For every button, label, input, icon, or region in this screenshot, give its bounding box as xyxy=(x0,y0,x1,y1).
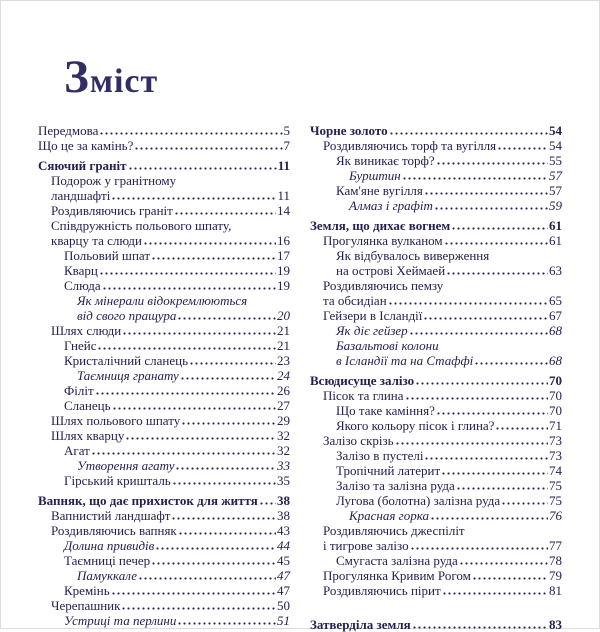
toc-entry-label: від свого пращура xyxy=(77,308,177,324)
toc-entry-label: Як виникає торф? xyxy=(336,153,435,169)
toc-entry xyxy=(310,218,562,233)
toc-entry-label: Роздивляючись вапняк xyxy=(51,523,177,539)
toc-entry xyxy=(310,263,562,278)
toc-entry-page: 50 xyxy=(277,598,290,614)
toc-entry-page: 14 xyxy=(277,203,290,219)
toc-entry-page: 32 xyxy=(277,428,290,444)
toc-entry xyxy=(38,308,290,323)
toc-entry-page: 38 xyxy=(277,493,290,509)
toc-entry-page: 76 xyxy=(549,508,562,524)
toc-entry-page: 44 xyxy=(277,538,290,554)
dot-leader xyxy=(446,263,548,278)
toc-entry xyxy=(310,248,562,263)
dot-leader xyxy=(134,138,282,153)
toc-entry-page: 47 xyxy=(277,583,290,599)
toc-entry-label: Шлях слюди xyxy=(51,323,122,339)
toc-spacer xyxy=(310,598,562,612)
toc-entry-label: і тигрове залізо xyxy=(323,538,409,554)
toc-entry-page: 70 xyxy=(549,403,562,419)
dot-leader xyxy=(99,123,282,138)
toc-entry-page: 73 xyxy=(549,448,562,464)
toc-entry-page: 16 xyxy=(277,233,290,249)
toc-entry xyxy=(38,203,290,218)
toc-entry xyxy=(38,568,290,583)
toc-entry-label: кварцу та слюди xyxy=(51,233,142,249)
dot-leader xyxy=(459,553,548,568)
toc-entry xyxy=(38,263,290,278)
toc-entry xyxy=(310,553,562,568)
dot-leader xyxy=(112,398,276,413)
toc-entry-label: Залізо та залізна руда xyxy=(336,478,455,494)
toc-entry-label: Філіт xyxy=(64,383,94,399)
toc-entry-label: Якого кольору пісок і глина? xyxy=(336,418,495,434)
toc-entry-label: Роздивляючись граніт xyxy=(51,203,173,219)
dot-leader xyxy=(180,368,276,383)
page-title: Зміст xyxy=(64,51,159,103)
toc-entry-label: Долина привидів xyxy=(64,538,155,554)
toc-entry xyxy=(310,168,562,183)
toc-entry-label: Чорне золото xyxy=(310,123,388,139)
toc-entry xyxy=(310,418,562,433)
toc-entry xyxy=(38,493,290,508)
dot-leader xyxy=(501,493,548,508)
toc-entry xyxy=(310,338,562,353)
toc-entry-label: Бурштин xyxy=(349,168,401,184)
toc-entry-page: 21 xyxy=(277,323,290,339)
toc-entry xyxy=(310,463,562,478)
toc-entry xyxy=(38,158,290,173)
toc-column-left xyxy=(38,123,290,632)
toc-entry-page: 70 xyxy=(549,388,562,404)
toc-entry xyxy=(310,308,562,323)
toc-entry-label: Памуккале xyxy=(77,568,138,584)
dot-leader xyxy=(456,478,548,493)
dot-leader xyxy=(111,583,276,598)
toc-entry xyxy=(310,123,562,138)
dot-leader xyxy=(151,553,276,568)
toc-entry xyxy=(310,373,562,388)
toc-entry-page: 17 xyxy=(277,248,290,264)
dot-leader xyxy=(95,383,276,398)
toc-entry-page: 54 xyxy=(549,123,562,139)
toc-entry-label: Слюда xyxy=(64,278,101,294)
dot-leader xyxy=(436,403,548,418)
toc-entry xyxy=(38,138,290,153)
toc-entry xyxy=(38,553,290,568)
toc-entry xyxy=(310,523,562,538)
dot-leader xyxy=(444,233,548,248)
toc-entry-label: Таємниця гранату xyxy=(77,368,179,384)
toc-entry-label: Смугаста залізна руда xyxy=(336,553,458,569)
toc-entry-label: Роздивляючись торф та вугілля xyxy=(323,138,497,154)
toc-entry xyxy=(310,403,562,418)
toc-entry-label: Залізо в пустелі xyxy=(336,448,424,464)
toc-entry-label: Устриці та перлини xyxy=(64,613,177,629)
toc-entry xyxy=(310,278,562,293)
toc-entry-label: Що це за камінь? xyxy=(38,138,134,154)
toc-entry-page: 59 xyxy=(549,198,562,214)
toc-entry-page: 61 xyxy=(549,218,562,234)
toc-entry-label: Пісок та глина xyxy=(323,388,404,404)
toc-entry-page: 20 xyxy=(277,308,290,324)
toc-entry-label: Всюдисуще залізо xyxy=(310,373,415,389)
toc-entry-label: Роздивляючись джеспіліт xyxy=(323,523,465,539)
dot-leader xyxy=(436,153,548,168)
dot-leader xyxy=(111,188,276,203)
toc-entry-page: 73 xyxy=(549,433,562,449)
toc-entry-label: в Ісландії та на Стаффі xyxy=(336,353,474,369)
toc-entry-page: 43 xyxy=(277,523,290,539)
toc-entry xyxy=(38,613,290,628)
toc-entry xyxy=(38,398,290,413)
toc-entry-page: 75 xyxy=(549,493,562,509)
toc-entry xyxy=(38,123,290,138)
toc-entry-label: ландшафті xyxy=(51,188,111,204)
toc-entry-page: 51 xyxy=(277,613,290,629)
toc-entry-page: 55 xyxy=(549,153,562,169)
toc-entry-page: 81 xyxy=(549,583,562,599)
toc-entry-page: 27 xyxy=(277,398,290,414)
toc-entry-label: Подорож у гранітному xyxy=(51,173,177,189)
dot-leader xyxy=(171,508,276,523)
dot-leader xyxy=(151,248,276,263)
toc-entry xyxy=(38,368,290,383)
toc-entry-page: 77 xyxy=(549,538,562,554)
toc-entry xyxy=(38,323,290,338)
dot-leader xyxy=(138,568,276,583)
toc-entry-page: 19 xyxy=(277,278,290,294)
dot-leader xyxy=(99,263,276,278)
toc-entry-label: Як діє гейзер xyxy=(336,323,408,339)
dot-leader xyxy=(102,278,276,293)
dot-leader xyxy=(189,353,276,368)
dot-leader xyxy=(121,598,276,613)
dot-leader xyxy=(424,448,548,463)
toc-entry-page: 11 xyxy=(277,188,290,204)
toc-entry-label: Прогулянка вулканом xyxy=(323,233,443,249)
toc-entry-page: 70 xyxy=(549,373,562,389)
toc-entry-page: 63 xyxy=(549,263,562,279)
toc-entry xyxy=(310,198,562,213)
toc-entry-label: Кам'яне вугілля xyxy=(336,183,423,199)
toc-entry-page: 75 xyxy=(549,478,562,494)
toc-entry-page: 47 xyxy=(277,568,290,584)
toc-entry xyxy=(310,568,562,583)
dot-leader xyxy=(424,183,548,198)
toc-entry xyxy=(310,293,562,308)
toc-entry xyxy=(310,617,562,632)
dot-leader xyxy=(128,158,277,173)
toc-entry-label: Шлях польового шпату xyxy=(51,413,181,429)
dot-leader xyxy=(409,323,548,338)
toc-entry xyxy=(310,183,562,198)
toc-entry xyxy=(38,188,290,203)
toc-entry-label: Земля, що дихає вогнем xyxy=(310,218,451,234)
toc-entry-label: Базальтові колони xyxy=(336,338,439,354)
toc-entry-page: 74 xyxy=(549,463,562,479)
toc-entry-label: Кристалічний сланець xyxy=(64,353,189,369)
dot-leader xyxy=(91,443,276,458)
toc-entry-label: Гнейс xyxy=(64,338,97,354)
toc-entry-label: Як відбувалось виверження xyxy=(336,248,490,264)
toc-entry-label: Сяючий граніт xyxy=(38,158,127,174)
toc-entry-label: Тропічний латерит xyxy=(336,463,441,479)
dot-leader xyxy=(441,463,548,478)
toc-entry-page: 67 xyxy=(549,308,562,324)
dot-leader xyxy=(497,138,548,153)
toc-entry xyxy=(38,278,290,293)
toc-entry xyxy=(38,293,290,308)
dot-leader xyxy=(472,568,548,583)
toc-entry-label: Гейзери в Ісландії xyxy=(323,308,423,324)
dot-leader xyxy=(430,508,548,523)
dot-leader xyxy=(415,373,548,388)
toc-entry-label: Роздивляючись пемзу xyxy=(323,278,444,294)
toc-entry xyxy=(310,388,562,403)
toc-entry xyxy=(310,448,562,463)
toc-entry-label: Прогулянка Кривим Рогом xyxy=(323,568,471,584)
toc-entry-label: Кремінь xyxy=(64,583,110,599)
toc-entry-page: 68 xyxy=(549,353,562,369)
dot-leader xyxy=(143,233,276,248)
toc-entry-page: 26 xyxy=(277,383,290,399)
toc-entry-label: Вапняк, що дає прихисток для життя xyxy=(38,493,258,509)
toc-entry xyxy=(38,508,290,523)
toc-entry-label: Таємниці печер xyxy=(64,553,151,569)
toc-entry xyxy=(38,443,290,458)
toc-entry xyxy=(38,338,290,353)
toc-entry-page: 33 xyxy=(277,458,290,474)
toc-entry-label: Черепашник xyxy=(51,598,121,614)
toc-entry xyxy=(310,508,562,523)
toc-entry-page: 21 xyxy=(277,338,290,354)
toc-entry-label: Утворення агату xyxy=(77,458,175,474)
toc-columns xyxy=(38,123,562,632)
dot-leader xyxy=(259,493,276,508)
dot-leader xyxy=(178,523,276,538)
toc-entry-label: Передмова xyxy=(38,123,99,139)
dot-leader xyxy=(412,617,548,632)
toc-entry xyxy=(38,173,290,188)
dot-leader xyxy=(172,473,276,488)
dot-leader xyxy=(122,323,276,338)
toc-entry xyxy=(38,458,290,473)
toc-entry-label: Шлях кварцу xyxy=(51,428,125,444)
toc-entry xyxy=(38,233,290,248)
dot-leader xyxy=(174,203,276,218)
dot-leader xyxy=(451,218,548,233)
toc-entry-page: 29 xyxy=(277,413,290,429)
toc-entry xyxy=(38,428,290,443)
dot-leader xyxy=(410,538,548,553)
toc-entry xyxy=(310,138,562,153)
toc-entry xyxy=(310,583,562,598)
toc-entry-page: 11 xyxy=(277,158,290,174)
toc-entry-label: Алмаз і графіт xyxy=(349,198,433,214)
toc-entry-page: 79 xyxy=(549,568,562,584)
toc-entry-label: Кварц xyxy=(64,263,98,279)
dot-leader xyxy=(389,123,548,138)
toc-entry-label: Співдружність польового шпату, xyxy=(51,218,232,234)
toc-entry xyxy=(38,473,290,488)
toc-entry-page: 54 xyxy=(549,138,562,154)
toc-entry-label: Як мінерали відокремлюються xyxy=(77,293,248,309)
toc-entry-page: 57 xyxy=(549,183,562,199)
toc-entry-label: на острові Хеймаей xyxy=(336,263,446,279)
toc-entry-page: 61 xyxy=(549,233,562,249)
dot-leader xyxy=(181,413,276,428)
toc-entry xyxy=(310,323,562,338)
dot-leader xyxy=(423,308,548,323)
toc-entry-page: 83 xyxy=(549,617,562,632)
dot-leader xyxy=(495,418,548,433)
dot-leader xyxy=(388,293,548,308)
toc-entry xyxy=(310,493,562,508)
toc-entry-label: Гірський кришталь xyxy=(64,473,171,489)
dot-leader xyxy=(177,308,276,323)
dot-leader xyxy=(474,353,548,368)
toc-entry xyxy=(310,353,562,368)
dot-leader xyxy=(405,388,548,403)
toc-entry-label: Агат xyxy=(64,443,90,459)
toc-entry-page: 78 xyxy=(549,553,562,569)
dot-leader xyxy=(402,168,548,183)
toc-entry xyxy=(38,598,290,613)
dot-leader xyxy=(177,613,276,628)
toc-entry-page: 5 xyxy=(283,123,290,139)
dot-leader xyxy=(155,538,276,553)
dot-leader xyxy=(175,458,276,473)
toc-column-right xyxy=(310,123,562,632)
dot-leader xyxy=(97,338,276,353)
toc-entry-label: Затверділа земля xyxy=(310,617,411,632)
dot-leader xyxy=(125,428,276,443)
toc-entry xyxy=(38,523,290,538)
toc-entry xyxy=(38,248,290,263)
toc-entry-page: 23 xyxy=(277,353,290,369)
toc-entry xyxy=(38,218,290,233)
toc-entry-page: 57 xyxy=(549,168,562,184)
toc-entry-page: 45 xyxy=(277,553,290,569)
toc-entry-label: Вапнистий ландшафт xyxy=(51,508,171,524)
toc-entry xyxy=(38,413,290,428)
toc-entry-page: 65 xyxy=(549,293,562,309)
toc-entry-label: Роздивляючись пірит xyxy=(323,583,441,599)
toc-entry-label: Польовий шпат xyxy=(64,248,151,264)
toc-entry-page: 19 xyxy=(277,263,290,279)
toc-entry xyxy=(310,153,562,168)
toc-entry-page: 7 xyxy=(283,138,290,154)
toc-entry-label: Що таке каміння? xyxy=(336,403,435,419)
dot-leader xyxy=(395,433,548,448)
toc-entry xyxy=(38,538,290,553)
toc-entry-page: 68 xyxy=(549,323,562,339)
toc-entry xyxy=(310,433,562,448)
toc-entry-page: 38 xyxy=(277,508,290,524)
toc-entry-page: 71 xyxy=(549,418,562,434)
toc-entry xyxy=(38,383,290,398)
toc-entry xyxy=(310,478,562,493)
toc-entry-label: та обсидіан xyxy=(323,293,387,309)
toc-entry-label: Залізо скрізь xyxy=(323,433,394,449)
toc-entry-label: Лугова (болотна) залізна руда xyxy=(336,493,501,509)
toc-entry-page: 32 xyxy=(277,443,290,459)
toc-entry xyxy=(38,353,290,368)
toc-entry xyxy=(310,538,562,553)
toc-entry-label: Сланець xyxy=(64,398,111,414)
toc-entry xyxy=(310,233,562,248)
toc-entry-page: 35 xyxy=(277,473,290,489)
toc-entry xyxy=(38,583,290,598)
dot-leader xyxy=(442,583,548,598)
toc-entry-label: Красная горка xyxy=(349,508,429,524)
dot-leader xyxy=(434,198,548,213)
toc-entry-page: 24 xyxy=(277,368,290,384)
